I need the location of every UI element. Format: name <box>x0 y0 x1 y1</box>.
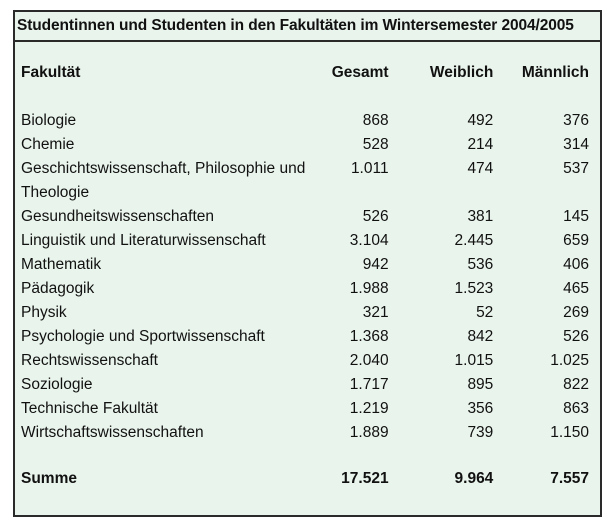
faculty-table <box>21 64 589 491</box>
gesamt-cell: 868 <box>362 112 389 129</box>
table-row <box>21 277 589 301</box>
faculty-name-cell: Mathematik <box>21 256 102 273</box>
header-weiblich: Weiblich <box>429 64 494 81</box>
weiblich-cell: 536 <box>467 256 494 273</box>
faculty-name-cell: Biologie <box>21 112 77 129</box>
table-row <box>21 229 589 253</box>
table-row <box>21 133 589 157</box>
faculty-name-cell: Rechtswissenschaft <box>21 352 158 369</box>
faculty-name-cell: Chemie <box>21 136 75 153</box>
table-row <box>21 109 589 133</box>
faculty-name-cell: Wirtschaftswissenschaften <box>21 424 204 441</box>
weiblich-cell: 381 <box>467 208 494 225</box>
gesamt-cell: 321 <box>362 304 389 321</box>
gesamt-cell: 1.889 <box>349 424 389 441</box>
table-row <box>21 373 589 397</box>
table-row <box>21 253 589 277</box>
weiblich-cell: 1.523 <box>454 280 494 297</box>
weiblich-cell: 739 <box>467 424 494 441</box>
maennlich-cell: 526 <box>563 328 589 345</box>
table-row <box>21 349 589 373</box>
gesamt-cell: 1.011 <box>350 160 389 177</box>
weiblich-cell: 842 <box>467 328 494 345</box>
faculty-name-cell: Gesundheitswissenschaften <box>21 208 215 225</box>
weiblich-cell: 1.015 <box>454 352 494 369</box>
faculty-name-cell: Linguistik und Literaturwissenschaft <box>21 232 266 249</box>
gesamt-cell: 1.219 <box>349 400 389 417</box>
weiblich-cell: 895 <box>467 376 494 393</box>
maennlich-cell: 314 <box>563 136 589 153</box>
weiblich-cell: 356 <box>467 400 494 417</box>
table-row <box>21 397 589 421</box>
maennlich-cell: 465 <box>563 280 589 297</box>
header-fakultaet: Fakultät <box>21 64 81 81</box>
sum-row <box>21 467 589 491</box>
faculty-name-cell: Technische Fakultät <box>21 400 158 417</box>
maennlich-cell: 1.150 <box>550 424 589 441</box>
gesamt-cell: 3.104 <box>349 232 389 249</box>
table-frame <box>13 10 602 517</box>
maennlich-cell: 863 <box>563 400 589 417</box>
faculty-name-cell: Psychologie und Sportwissenschaft <box>21 328 265 345</box>
maennlich-cell: 406 <box>563 256 589 273</box>
spacer-row <box>21 445 589 467</box>
gesamt-cell: 2.040 <box>349 352 389 369</box>
weiblich-cell: 492 <box>467 112 494 129</box>
weiblich-cell: 214 <box>467 136 494 153</box>
sum-maennlich-cell: 7.557 <box>550 470 589 487</box>
spacer-cell <box>21 445 589 467</box>
maennlich-cell: 537 <box>563 160 589 177</box>
weiblich-cell: 52 <box>476 304 494 321</box>
sum-weiblich-cell: 9.964 <box>454 470 494 487</box>
maennlich-cell: 269 <box>563 304 589 321</box>
sum-gesamt-cell: 17.521 <box>341 470 389 487</box>
weiblich-cell: 2.445 <box>454 232 494 249</box>
faculty-name-cell: Pädagogik <box>21 280 95 297</box>
table-row <box>21 301 589 325</box>
table-row <box>21 325 589 349</box>
table-body <box>21 109 589 491</box>
gesamt-cell: 1.988 <box>349 280 389 297</box>
table-title: Studentinnen und Studenten in den Fakultäten im Wintersemester 2004/2005 <box>15 12 600 42</box>
table-row <box>21 157 589 205</box>
table-row <box>21 421 589 445</box>
gesamt-cell: 528 <box>362 136 389 153</box>
gesamt-cell: 942 <box>362 256 389 273</box>
maennlich-cell: 376 <box>563 112 589 129</box>
maennlich-cell: 659 <box>563 232 589 249</box>
maennlich-cell: 145 <box>563 208 589 225</box>
faculty-name-cell: Soziologie <box>21 376 93 393</box>
header-gesamt: Gesamt <box>331 64 389 81</box>
header-row <box>21 64 589 109</box>
sum-label-cell: Summe <box>21 470 77 487</box>
faculty-name-cell: Physik <box>21 304 67 321</box>
gesamt-cell: 1.717 <box>349 376 389 393</box>
maennlich-cell: 822 <box>563 376 589 393</box>
weiblich-cell: 474 <box>467 160 494 177</box>
gesamt-cell: 526 <box>362 208 389 225</box>
gesamt-cell: 1.368 <box>349 328 389 345</box>
table-row <box>21 205 589 229</box>
header-maennlich: Männlich <box>521 64 589 81</box>
maennlich-cell: 1.025 <box>550 352 589 369</box>
faculty-name-cell: Geschichtswissenschaft, Philosophie und Theologie <box>21 160 306 201</box>
